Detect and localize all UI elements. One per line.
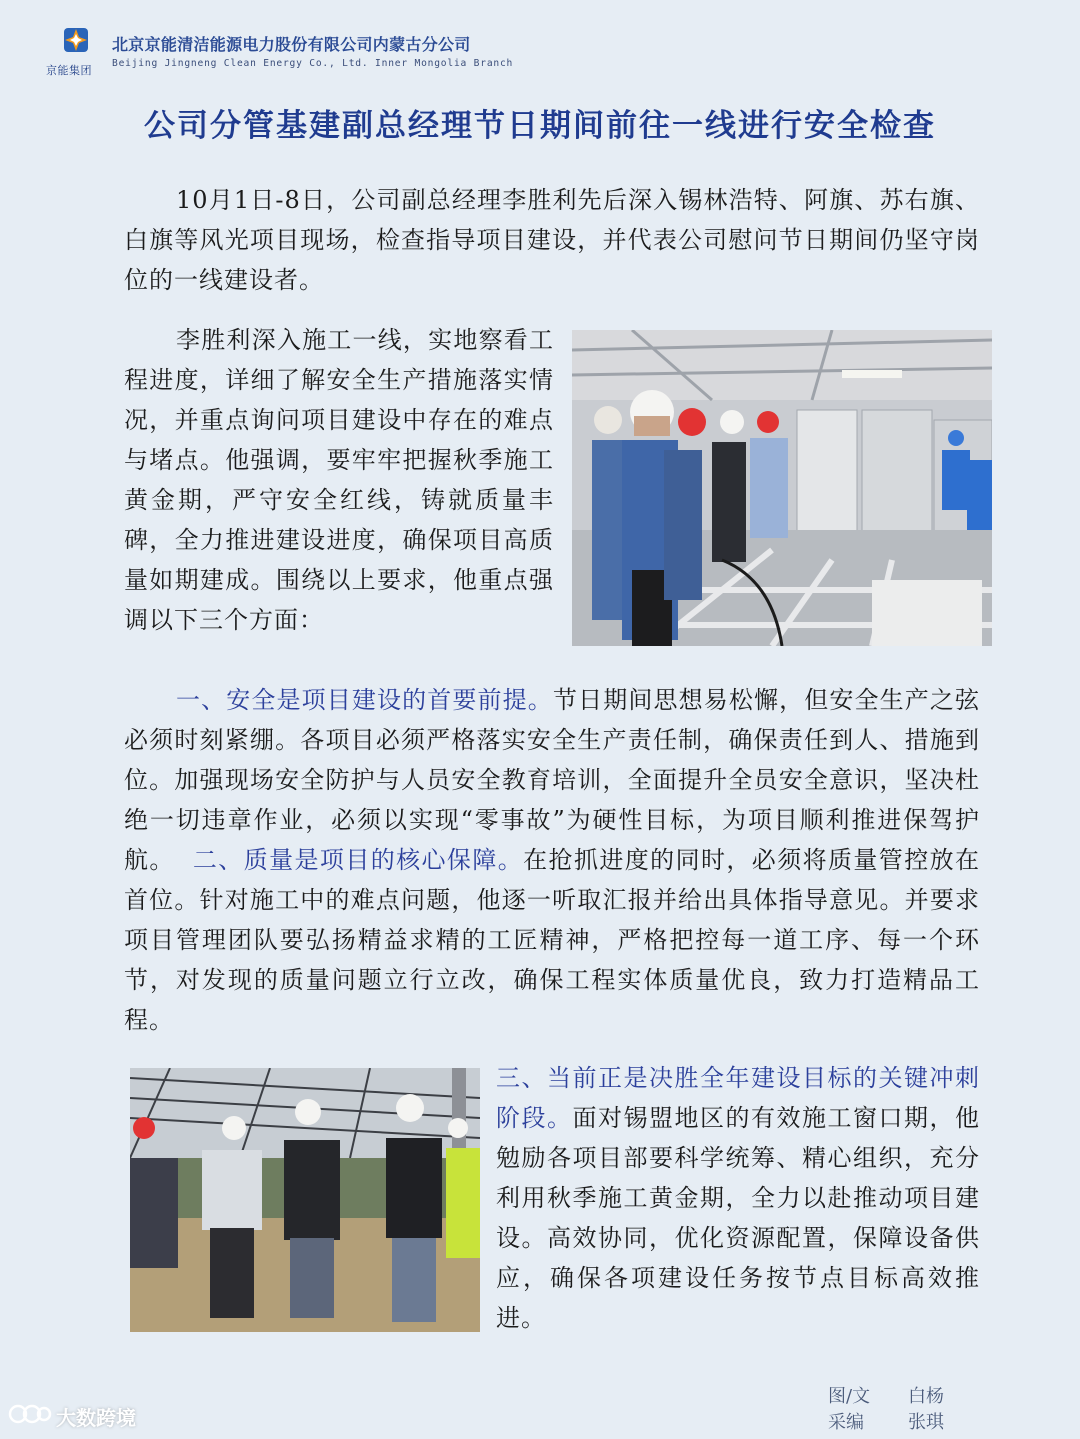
- watermark: [8, 1402, 136, 1431]
- inspection-paragraph: 李胜利深入施工一线，实地察看工程进度，详细了解安全生产措施落实情况，并重点询问项目建设中存在的难点与堵点。他强调，要牢牢把握秋季施工黄金期，严守安全红线，铸就质量丰碑，全力推进建设进度，确保项目高质量如期建成。围绕以上要求，他重点强调以下三个方面：: [124, 326, 554, 634]
- jingneng-star-logo-icon: [60, 24, 92, 56]
- company-logo: [46, 24, 106, 80]
- watermark-icon: [8, 1403, 52, 1430]
- key-points-paragraph: [124, 680, 980, 1040]
- point2-heading: 二、质量是项目的核心保障。: [192, 846, 524, 874]
- editor-role: 采编: [828, 1412, 864, 1433]
- company-name-cn: 北京京能清洁能源电力股份有限公司内蒙古分公司: [112, 35, 471, 54]
- point3-paragraph: [496, 1058, 980, 1338]
- author-credit: [828, 1384, 988, 1410]
- logo-label: 京能集团: [46, 64, 92, 77]
- substation-inspection-photo: [572, 330, 992, 646]
- watermark-text: 大数跨境: [56, 1406, 136, 1430]
- company-name-en: Beijing Jingneng Clean Energy Co., Ltd. Inner Mongolia Branch: [112, 58, 514, 69]
- article-credits: [828, 1384, 988, 1436]
- author-name: 白杨: [908, 1386, 944, 1407]
- point2-body: 在抢抓进度的同时，必须将质量管控放在首位。针对施工中的难点问题，他逐一听取汇报并给出具体指导意见。并要求项目管理团队要弘扬精益求精的工匠精神，严格把控每一道工序、每一个环节，对发现的质量问题立行立改，确保工程实体质量优良，致力打造精品工程。: [124, 846, 981, 1034]
- author-role: 图/文: [828, 1386, 871, 1407]
- solar-field-inspection-photo: [130, 1068, 480, 1332]
- page-header: [46, 24, 606, 84]
- point3-heading: 三、当前正是决胜全年建设目标的关键冲刺阶段。: [496, 1064, 980, 1132]
- editor-name: 张琪: [908, 1412, 944, 1433]
- point1-body: 节日期间思想易松懈，但安全生产之弦必须时刻紧绷。各项目必须严格落实安全生产责任制，确保责任到人、措施到位。加强现场安全防护与人员安全教育培训，全面提升全员安全意识，坚决杜绝一切违章作业，必须以实现“零事故”为硬性目标，为项目顺利推进保驾护航。: [124, 686, 981, 874]
- editor-credit: [828, 1410, 988, 1436]
- article-title: 公司分管基建副总经理节日期间前往一线进行安全检查: [144, 108, 936, 144]
- intro-paragraph: 10月1日-8日，公司副总经理李胜利先后深入锡林浩特、阿旗、苏右旗、白旗等风光项目现场，检查指导项目建设，并代表公司慰问节日期间仍坚守岗位的一线建设者。: [124, 186, 980, 294]
- point1-heading: 一、安全是项目建设的首要前提。: [176, 686, 553, 714]
- point3-body: 面对锡盟地区的有效施工窗口期，他勉励各项目部要科学统筹、精心组织，充分利用秋季施工黄金期，全力以赴推动项目建设。高效协同，优化资源配置，保障设备供应，确保各项建设任务按节点目标高效推进。: [496, 1104, 980, 1332]
